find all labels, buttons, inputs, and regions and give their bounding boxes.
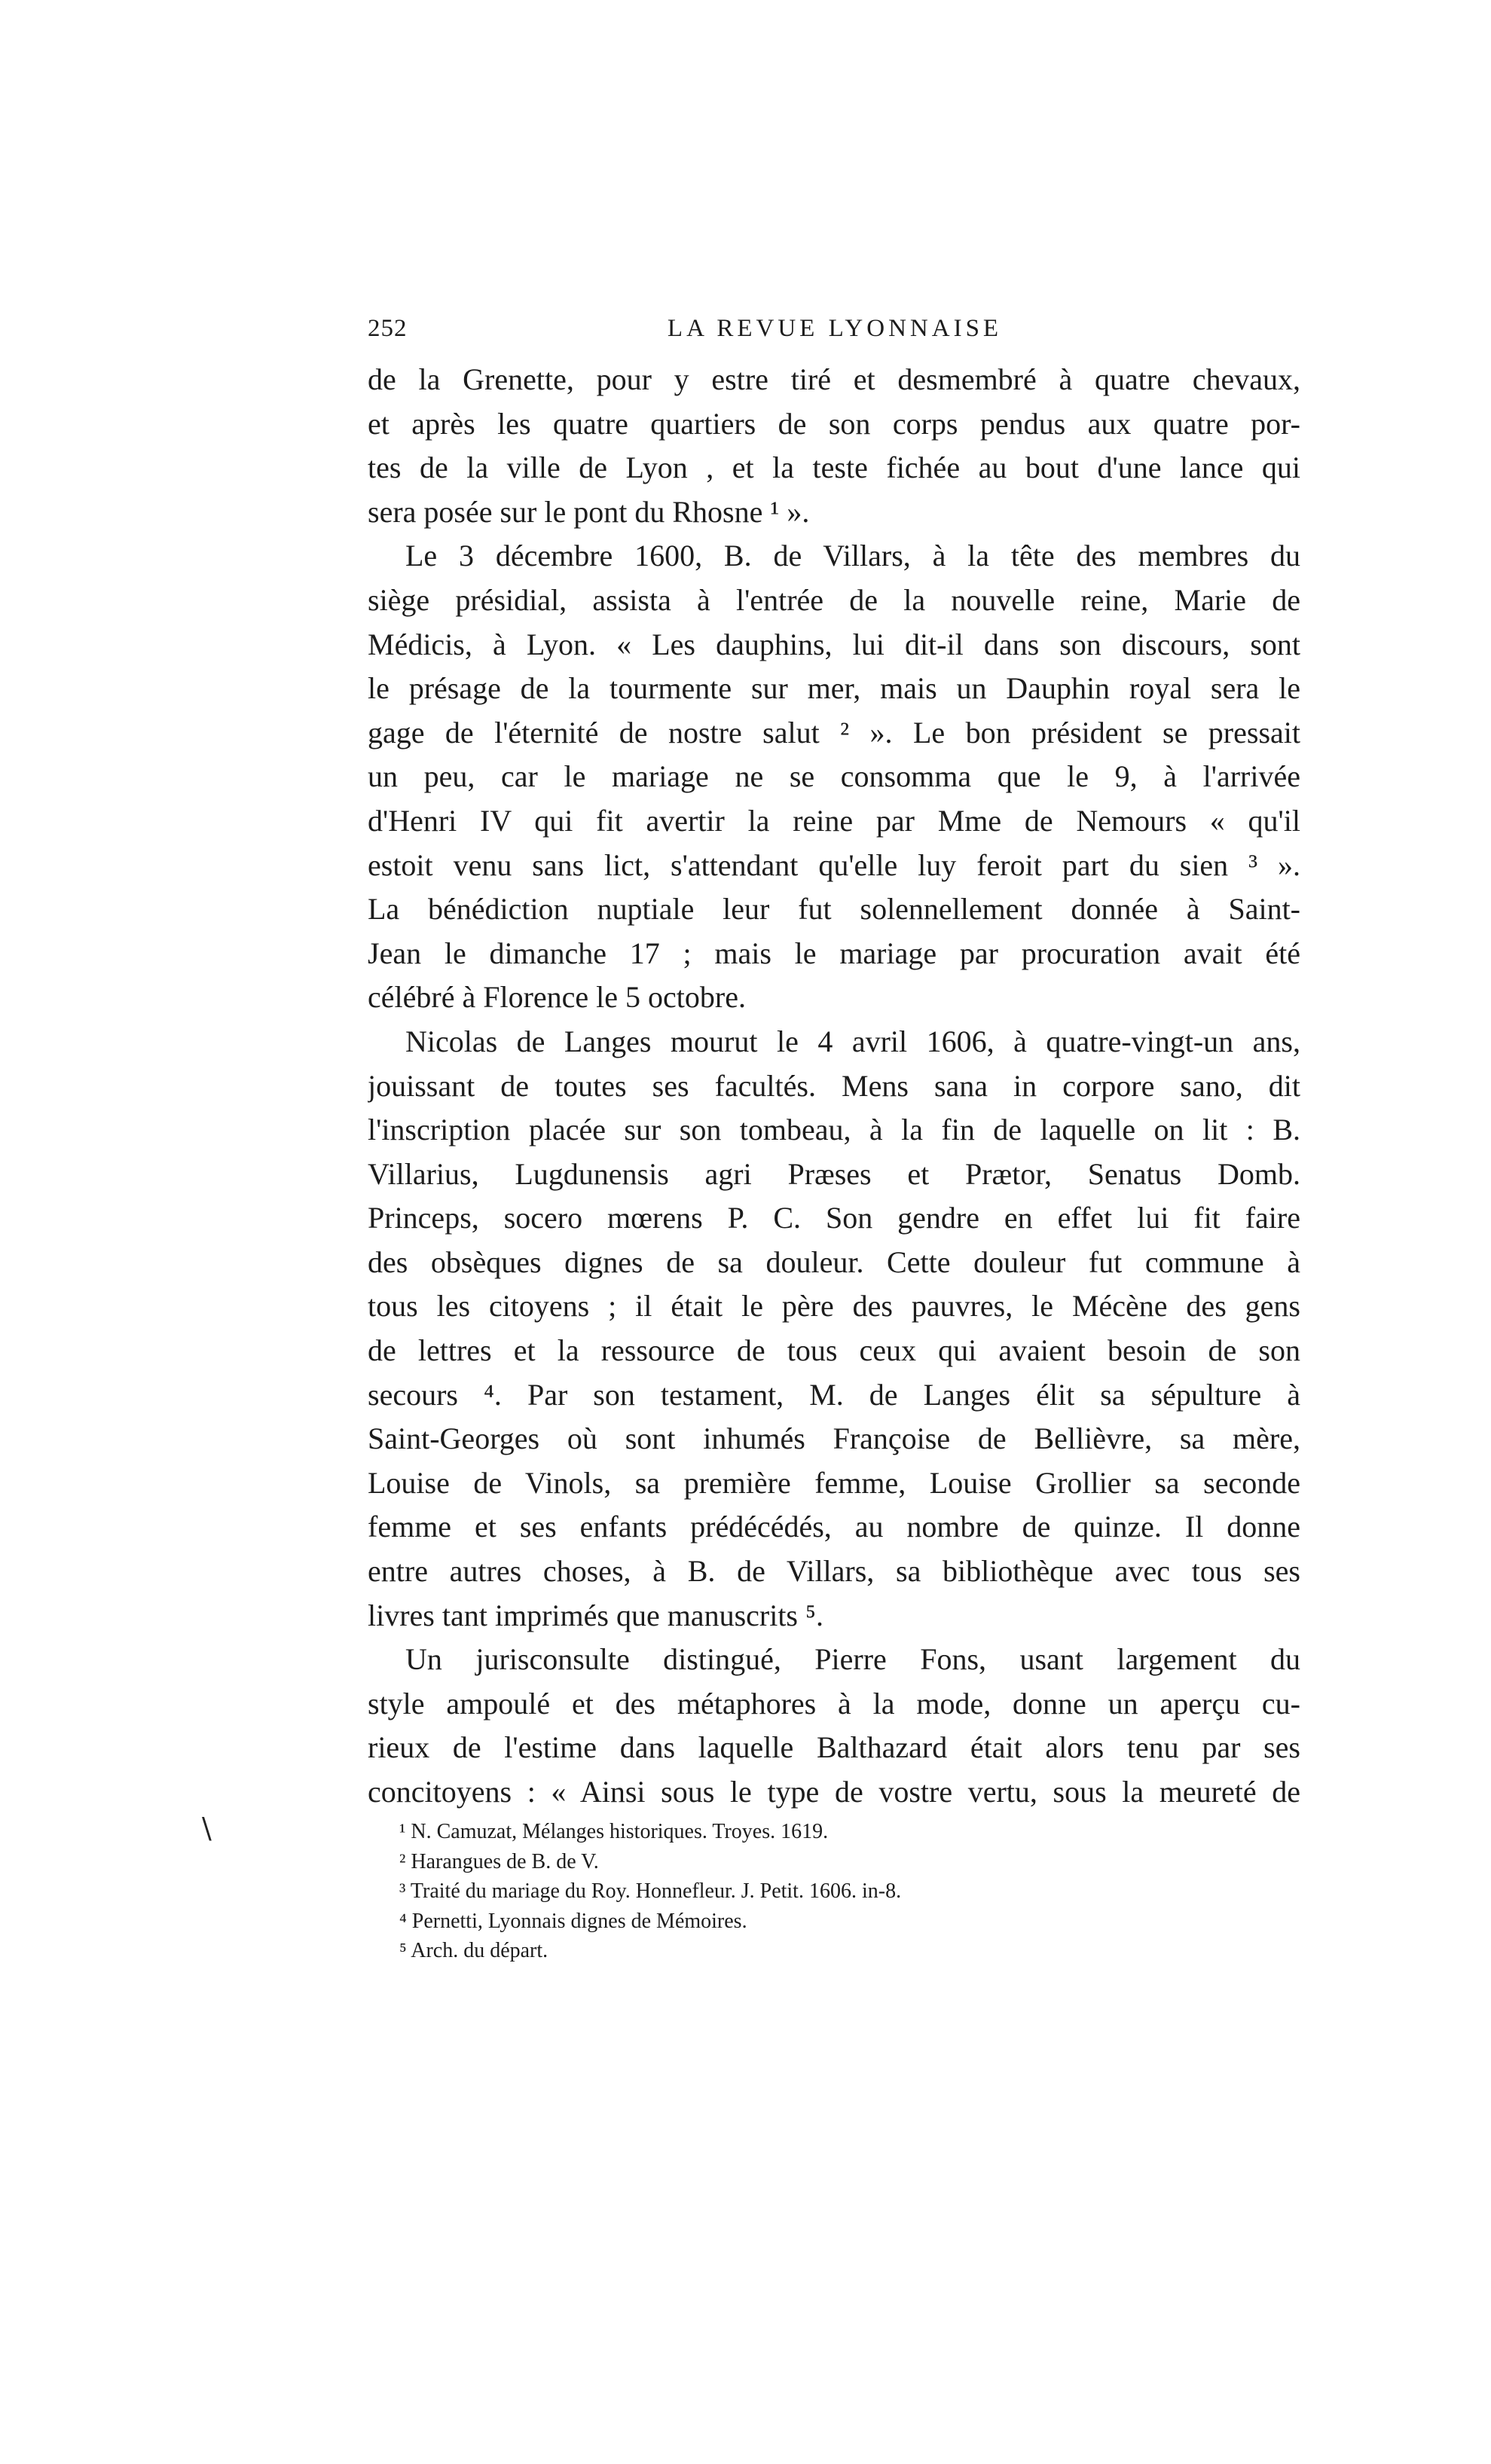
text-line: Jean le dimanche 17 ; mais le mariage par procuration avait été [368, 936, 1300, 970]
text-line: l'inscription placée sur son tombeau, à la fin de laquelle on lit : B. [368, 1113, 1300, 1147]
text-line: style ampoulé et des métaphores à la mode, donne un aperçu cu- [368, 1686, 1300, 1721]
footnote: ² Harangues de B. de V. [399, 1849, 599, 1873]
text-line: Médicis, à Lyon. « Les dauphins, lui dit-il dans son discours, sont [368, 627, 1300, 661]
text-line: gage de l'éternité de nostre salut ² ». Le bon président se pressait [368, 715, 1300, 750]
running-title: LA REVUE LYONNAISE [667, 315, 1003, 342]
text-line: Saint-Georges où sont inhumés Françoise de Bellièvre, sa mère, [368, 1421, 1300, 1456]
text-line: de la Grenette, pour y estre tiré et desmembré à quatre chevaux, [368, 362, 1300, 396]
text-line: célébré à Florence le 5 octobre. [368, 980, 746, 1015]
text-line: un peu, car le mariage ne se consomma que le 9, à l'arrivée [368, 759, 1300, 794]
footnote: ³ Traité du mariage du Roy. Honnefleur. J. Petit. 1606. in-8. [399, 1879, 902, 1904]
text-line: concitoyens : « Ainsi sous le type de vostre vertu, sous la meureté de [368, 1775, 1300, 1809]
text-line: Princeps, socero mœrens P. C. Son gendre en effet lui fit faire [368, 1201, 1300, 1235]
footnote: ¹ N. Camuzat, Mélanges historiques. Troyes. 1619. [399, 1820, 829, 1843]
footnote: ⁴ Pernetti, Lyonnais dignes de Mémoires. [399, 1909, 747, 1933]
text-line: La bénédiction nuptiale leur fut solennellement donnée à Saint- [368, 892, 1300, 927]
margin-mark: \ [202, 1812, 212, 1845]
text-line: rieux de l'estime dans laquelle Balthazard était alors tenu par ses [368, 1730, 1300, 1765]
text-line: jouissant de toutes ses facultés. Mens sana in corpore sano, dit [368, 1068, 1300, 1103]
text-line: le présage de la tourmente sur mer, mais un Dauphin royal sera le [368, 671, 1300, 706]
text-line: sera posée sur le pont du Rhosne ¹ ». [368, 494, 810, 529]
text-line: de lettres et la ressource de tous ceux qui avaient besoin de son [368, 1333, 1300, 1368]
footnotes [399, 1817, 1266, 1966]
text-line: Villarius, Lugdunensis agri Præses et Prætor, Senatus Domb. [368, 1156, 1300, 1191]
text-line: tous les citoyens ; il était le père des pauvres, le Mécène des gens [368, 1289, 1300, 1324]
text-line: Nicolas de Langes mourut le 4 avril 1606, à quatre-vingt-un ans, [405, 1024, 1300, 1058]
page-header [368, 315, 1302, 360]
text-line: des obsèques dignes de sa douleur. Cette douleur fut commune à [368, 1244, 1300, 1279]
text-line: entre autres choses, à B. de Villars, sa bibliothèque avec tous ses [368, 1554, 1300, 1589]
text-line: Un jurisconsulte distingué, Pierre Fons, usant largement du [405, 1642, 1300, 1677]
text-line: d'Henri IV qui fit avertir la reine par Mme de Nemours « qu'il [368, 803, 1300, 838]
text-line: secours ⁴. Par son testament, M. de Langes élit sa sépulture à [368, 1377, 1300, 1412]
text-line: et après les quatre quartiers de son corps pendus aux quatre por- [368, 406, 1300, 441]
body-text [368, 358, 1300, 1815]
page-number: 252 [368, 315, 408, 342]
text-line: tes de la ville de Lyon , et la teste fichée au bout d'une lance qui [368, 450, 1300, 485]
text-line: siège présidial, assista à l'entrée de la nouvelle reine, Marie de [368, 582, 1300, 617]
text-line: Louise de Vinols, sa première femme, Louise Grollier sa seconde [368, 1465, 1300, 1500]
text-line: estoit venu sans lict, s'attendant qu'elle luy feroit part du sien ³ ». [368, 847, 1300, 882]
footnote: ⁵ Arch. du départ. [399, 1939, 548, 1963]
text-line: femme et ses enfants prédécédés, au nombre de quinze. Il donne [368, 1510, 1300, 1544]
text-line: livres tant imprimés que manuscrits ⁵. [368, 1598, 823, 1632]
text-line: Le 3 décembre 1600, B. de Villars, à la tête des membres du [405, 539, 1300, 573]
